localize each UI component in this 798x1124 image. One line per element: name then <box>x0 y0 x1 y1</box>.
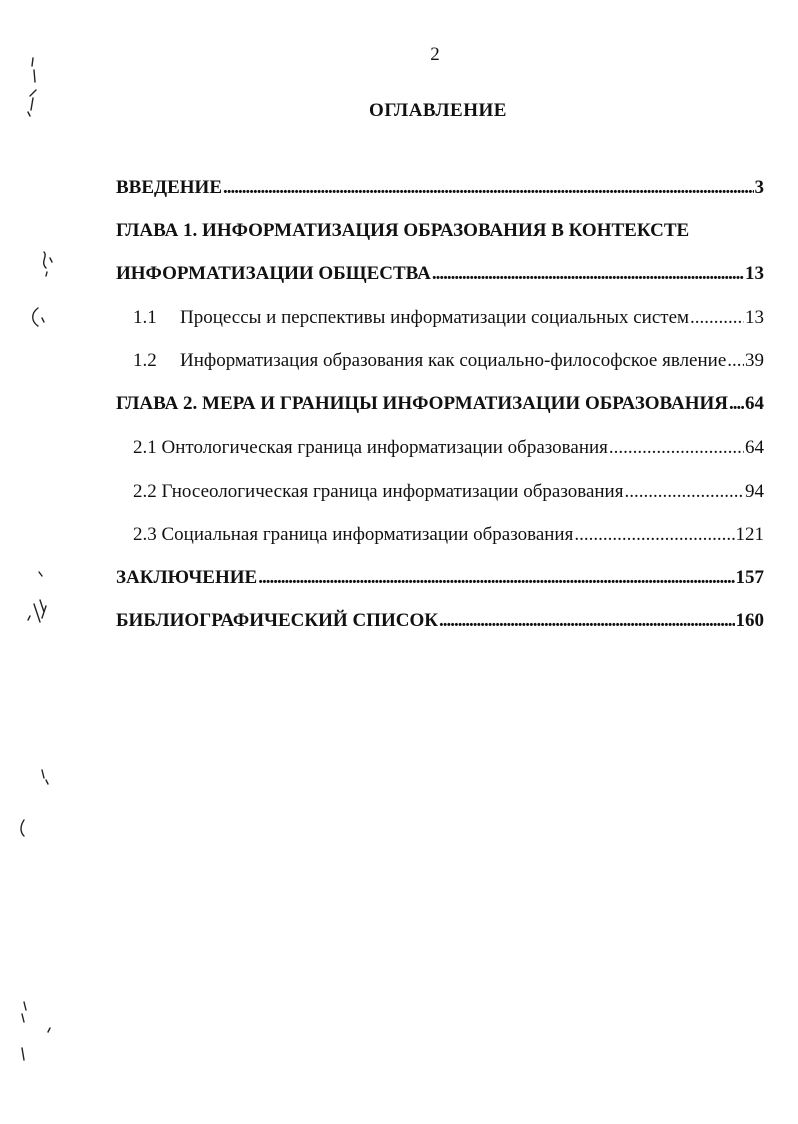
toc-entry-page: 3 <box>754 177 764 198</box>
toc-entry-label: ВВЕДЕНИЕ <box>116 177 222 198</box>
toc-entry-chapter1-line1[interactable]: ГЛАВА 1. ИНФОРМАТИЗАЦИЯ ОБРАЗОВАНИЯ В КОНТЕКСТЕ <box>116 220 690 241</box>
toc-entry-label: Информатизация образования как социально-философское явление <box>180 350 727 371</box>
toc-entry-section-2-1[interactable] <box>133 436 764 460</box>
toc-entry-page: 64 <box>745 437 764 458</box>
dot-leader <box>624 480 744 504</box>
toc-entry-conclusion[interactable] <box>116 566 764 590</box>
toc-entry-page: 13 <box>745 263 764 284</box>
toc-entry-page: 64 <box>745 393 764 414</box>
toc-entry-label: 2.3 Социальная граница информатизации образования <box>133 524 574 545</box>
dot-leader <box>223 176 754 200</box>
toc-entry-number: 1.2 <box>133 350 157 371</box>
toc-entry-label: ЗАКЛЮЧЕНИЕ <box>116 567 258 588</box>
toc-entry-page: 39 <box>745 350 764 371</box>
toc-entry-label: БИБЛИОГРАФИЧЕСКИЙ СПИСОК <box>116 610 439 631</box>
toc-entry-intro[interactable] <box>116 176 764 200</box>
toc-entry-page: 94 <box>745 481 764 502</box>
toc-entry-label: 2.2 Гносеологическая граница информатизации образования <box>133 481 624 502</box>
dot-leader <box>727 349 744 373</box>
toc-entry-page: 121 <box>735 524 764 545</box>
scan-artifacts <box>0 0 70 1124</box>
dot-leader <box>609 436 744 460</box>
toc-entry-number: 1.1 <box>133 307 157 328</box>
toc-entry-page: 13 <box>745 307 764 328</box>
toc-entry-chapter1[interactable] <box>116 262 764 286</box>
toc-entry-section-1-2[interactable] <box>133 349 764 373</box>
dot-leader <box>690 306 744 330</box>
toc-entry-section-2-3[interactable] <box>133 523 764 547</box>
toc-entry-label: ГЛАВА 2. МЕРА И ГРАНИЦЫ ИНФОРМАТИЗАЦИИ ОБРАЗОВАНИЯ <box>116 393 729 414</box>
toc-entry-bibliography[interactable] <box>116 609 764 633</box>
page-number: 2 <box>430 44 440 65</box>
toc-entry-section-2-2[interactable] <box>133 480 764 504</box>
dot-leader <box>258 566 734 590</box>
toc-entry-page: 157 <box>735 567 764 588</box>
toc-entry-label: ИНФОРМАТИЗАЦИИ ОБЩЕСТВА <box>116 263 431 284</box>
dot-leader <box>439 609 734 633</box>
toc-title: ОГЛАВЛЕНИЕ <box>369 100 507 121</box>
toc-entry-label: 2.1 Онтологическая граница информатизации образования <box>133 437 608 458</box>
toc-entry-section-1-1[interactable] <box>133 306 764 330</box>
dot-leader <box>432 262 744 286</box>
toc-entry-chapter2[interactable] <box>116 392 764 416</box>
toc-entry-page: 160 <box>735 610 764 631</box>
toc-entry-label: Процессы и перспективы информатизации социальных систем <box>180 307 690 328</box>
dot-leader <box>574 523 734 547</box>
dot-leader <box>729 392 744 416</box>
